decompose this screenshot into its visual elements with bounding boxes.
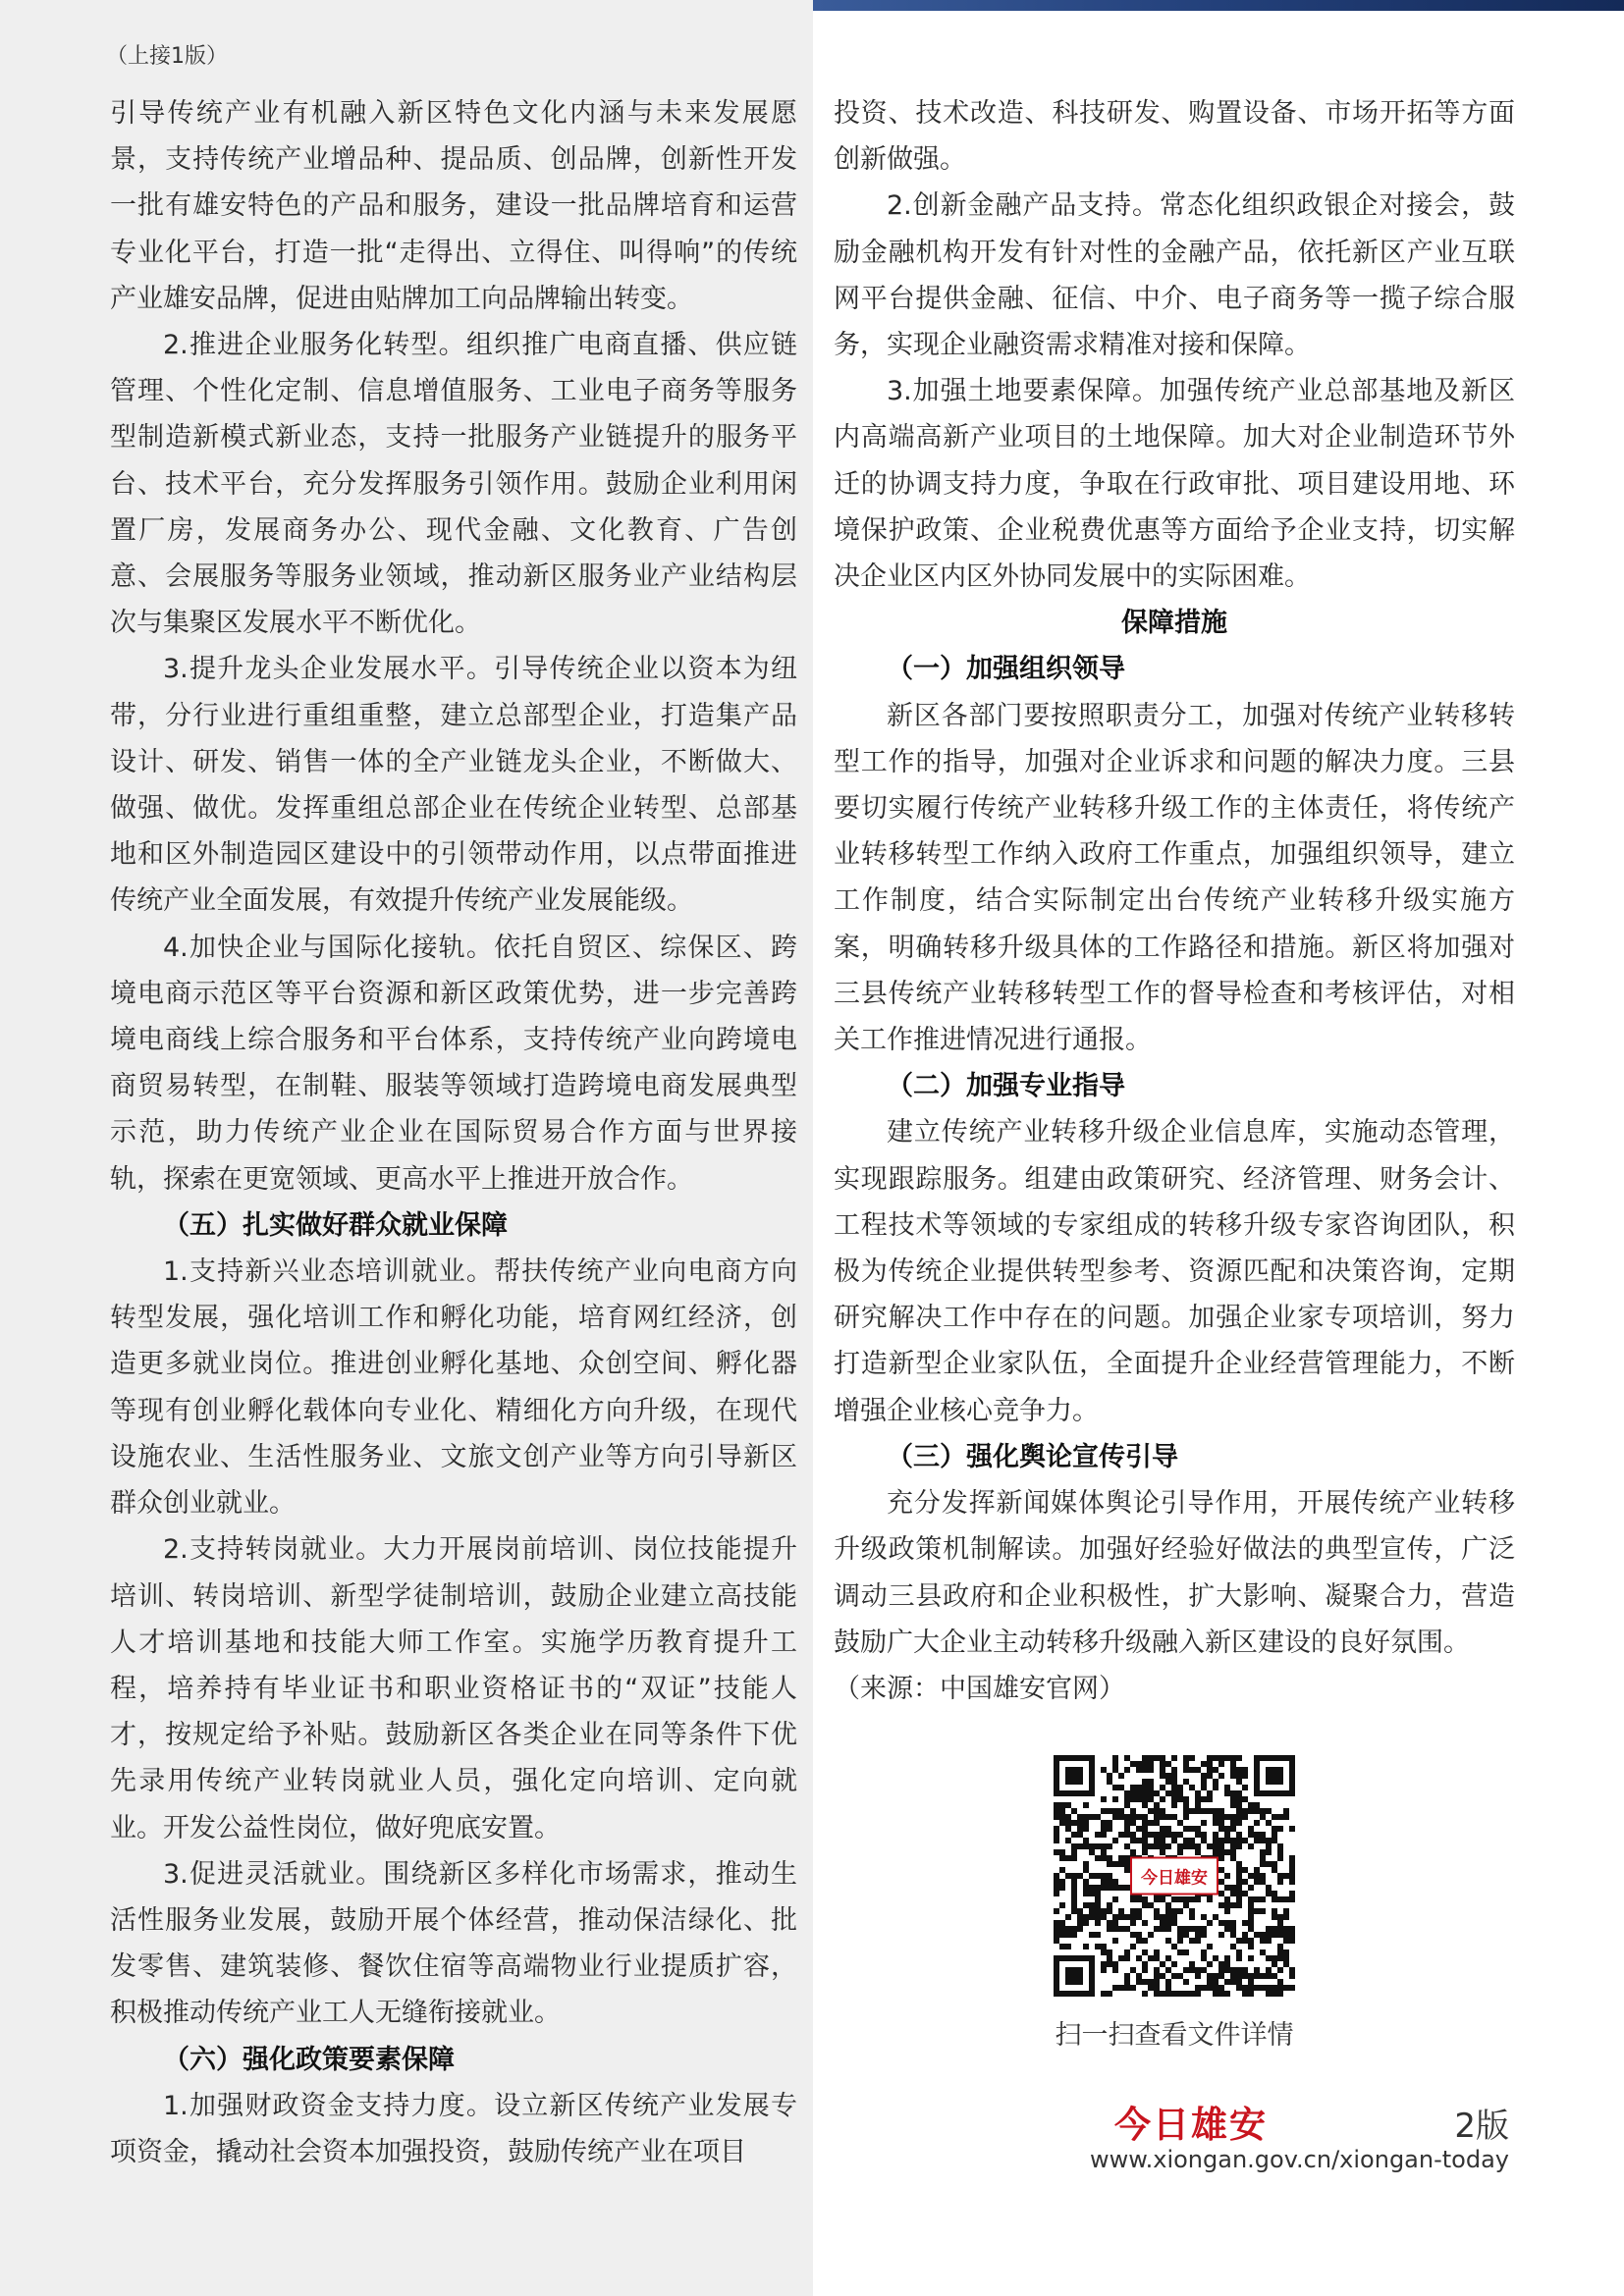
qr-code[interactable]	[1054, 1755, 1295, 1997]
section-heading: （三）强化舆论宣传引导	[887, 1441, 1178, 1472]
left-article-column	[110, 90, 797, 2175]
section-title: 保障措施	[1121, 608, 1227, 639]
paragraph: 建立传统产业转移升级企业信息库，实施动态管理，实现跟踪服务。组建由政策研究、经济管理、财务会计、工程技术等领域的专家组成的转移升级专家咨询团队，积极为传统企业提供转型参考、资源匹配和决策咨询，定期研究解决工作中存在的问题。加强企业家专项培训，努力打造新型企业家队伍，全面提升企业经营管理能力，不断增强企业核心竞争力。	[834, 1117, 1515, 1426]
paragraph: 2.创新金融产品支持。常态化组织政银企对接会，鼓励金融机构开发有针对性的金融产品，依托新区产业互联网平台提供金融、征信、中介、电子商务等一揽子综合服务，实现企业融资需求精准对接和保障。	[834, 190, 1515, 361]
section-heading: （五）扎实做好群众就业保障	[163, 1209, 508, 1241]
source-credit: （来源：中国雄安官网）	[834, 1673, 1125, 1704]
paragraph: 新区各部门要按照职责分工，加强对传统产业转移转型工作的指导，加强对企业诉求和问题的解决力度。三县要切实履行传统产业转移升级工作的主体责任，将传统产业转移转型工作纳入政府工作重点，加强组织领导，建立工作制度，结合实际制定出台传统产业转移升级实施方案，明确转移升级具体的工作路径和措施。新区将加强对三县传统产业转移转型工作的督导检查和考核评估，对相关工作推进情况进行通报。	[834, 700, 1515, 1056]
paragraph: 3.加强土地要素保障。加强传统产业总部基地及新区内高端高新产业项目的土地保障。加大对企业制造环节外迁的协调支持力度，争取在行政审批、项目建设用地、环境保护政策、企业税费优惠等方面给予企业支持，切实解决企业区内区外协同发展中的实际困难。	[834, 376, 1515, 593]
section-heading: （一）加强组织领导	[887, 654, 1125, 685]
paragraph: 1.支持新兴业态培训就业。帮扶传统产业向电商方向转型发展，强化培训工作和孵化功能，培育网红经济，创造更多就业岗位。推进创业孵化基地、众创空间、孵化器等现有创业孵化载体向专业化、精细化方向升级，在现代设施农业、生活性服务业、文旅文创产业等方向引导新区群众创业就业。	[110, 1256, 797, 1520]
continued-from-label: （上接1版）	[106, 44, 228, 69]
section-heading: （二）加强专业指导	[887, 1071, 1125, 1102]
paragraph: 3.提升龙头企业发展水平。引导传统企业以资本为纽带，分行业进行重组重整，建立总部型企业，打造集产品设计、研发、销售一体的全产业链龙头企业，不断做大、做强、做优。发挥重组总部企业在传统企业转型、总部基地和区外制造园区建设中的引领带动作用，以点带面推进传统产业全面发展，有效提升传统产业发展能级。	[110, 654, 797, 917]
paragraph: 充分发挥新闻媒体舆论引导作用，开展传统产业转移升级政策机制解读。加强好经验好做法的典型宣传，广泛调动三县政府和企业积极性，扩大影响、凝聚合力，营造鼓励广大企业主动转移升级融入新区建设的良好氛围。	[834, 1488, 1515, 1658]
paragraph: 3.促进灵活就业。围绕新区多样化市场需求，推动生活性服务业发展，鼓励开展个体经营，推动保洁绿化、批发零售、建筑装修、餐饮住宿等高端物业行业提质扩容，积极推动传统产业工人无缝衔接就业。	[110, 1858, 797, 2029]
paragraph: 4.加快企业与国际化接轨。依托自贸区、综保区、跨境电商示范区等平台资源和新区政策优势，进一步完善跨境电商线上综合服务和平台体系，支持传统产业向跨境电商贸易转型，在制鞋、服装等领域打造跨境电商发展典型示范，助力传统产业企业在国际贸易合作方面与世界接轨，探索在更宽领域、更高水平上推进开放合作。	[110, 932, 797, 1195]
paragraph: 2.推进企业服务化转型。组织推广电商直播、供应链管理、个性化定制、信息增值服务、工业电子商务等服务型制造新模式新业态，支持一批服务产业链提升的服务平台、技术平台，充分发挥服务引领作用。鼓励企业利用闲置厂房，发展商务办公、现代金融、文化教育、广告创意、会展服务等服务业领域，推动新区服务业产业结构层次与集聚区发展水平不断优化。	[110, 330, 797, 639]
paragraph: 引导传统产业有机融入新区特色文化内涵与未来发展愿景，支持传统产业增品种、提品质、创品牌，创新性开发一批有雄安特色的产品和服务，建设一批品牌培育和运营专业化平台，打造一批“走得出、立得住、叫得响”的传统产业雄安品牌，促进由贴牌加工向品牌输出转变。	[110, 98, 797, 314]
footer-brand-logo: 今日雄安	[1114, 2103, 1268, 2146]
section-heading: （六）强化政策要素保障	[163, 2044, 455, 2075]
top-accent-bar	[813, 0, 1624, 11]
paragraph: 2.支持转岗就业。大力开展岗前培训、岗位技能提升培训、转岗培训、新型学徒制培训，鼓励企业建立高技能人才培训基地和技能大师工作室。实施学历教育提升工程，培养持有毕业证书和职业资格证书的“双证”技能人才，按规定给予补贴。鼓励新区各类企业在同等条件下优先录用传统产业转岗就业人员，强化定向培训、定向就业。开发公益性岗位，做好兜底安置。	[110, 1534, 797, 1843]
paragraph: 投资、技术改造、科技研发、购置设备、市场开拓等方面创新做强。	[834, 98, 1515, 176]
page-number: 2版	[1454, 2107, 1509, 2146]
site-url-link[interactable]: www.xiongan.gov.cn/xiongan-today	[1089, 2146, 1509, 2173]
paragraph: 1.加强财政资金支持力度。设立新区传统产业发展专项资金，撬动社会资本加强投资，鼓励传统产业在项目	[110, 2090, 797, 2167]
qr-logo: 今日雄安	[1132, 1859, 1217, 1894]
right-article-column	[834, 90, 1515, 1712]
qr-caption: 扫一扫查看文件详情	[1055, 2020, 1294, 2051]
